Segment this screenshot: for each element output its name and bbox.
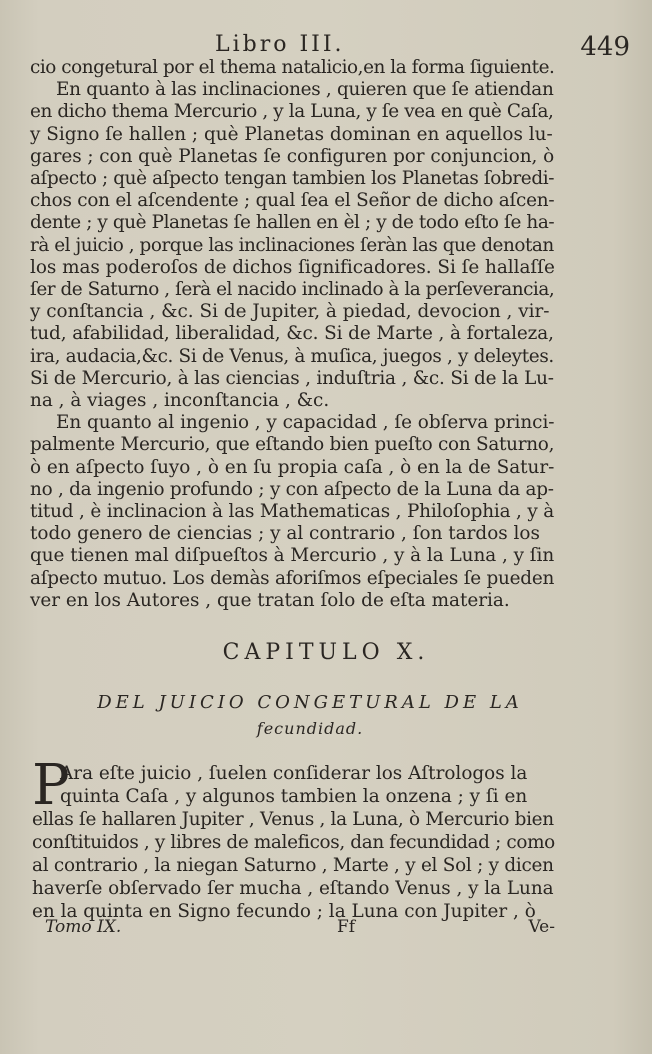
signature-mark: Ff	[337, 917, 356, 937]
drop-cap: P	[32, 753, 70, 818]
chapter-subtitle-line: DEL JUICIO CONGETURAL DE LA	[97, 692, 523, 713]
text-line: en dicho thema Mercurio , y la Luna, y ſe vea en què Caſa,	[30, 101, 554, 123]
text-line: Ara eſte juicio , ſuelen conſiderar los Aſtrologos la	[60, 763, 528, 784]
text-line: ò en aſpecto ſuyo , ò en ſu propia caſa , ò en la de Satur-	[30, 456, 555, 478]
text-line: aſpecto ; què aſpecto tengan tambien los Planetas ſobredi-	[30, 168, 555, 190]
text-line: En quanto al ingenio , y capacidad , ſe obſerva princi-	[56, 412, 555, 434]
chapter-subtitle	[70, 690, 550, 742]
text-line: quinta Caſa , y algunos tambien la onzena ; y ſi en	[60, 786, 528, 807]
text-line: chos con el aſcendente ; qual ſea el Señor de dicho aſcen-	[30, 190, 555, 212]
text-line: haverſe obſervado ſer mucha , eſtando Venus , y la Luna	[32, 878, 554, 899]
page-footer	[45, 917, 555, 943]
volume-label: Tomo IX.	[45, 917, 122, 937]
text-line: conſtituidos , y libres de maleficos, dan fecundidad ; como	[32, 832, 555, 853]
chapter-heading: CAPITULO X.	[222, 640, 430, 665]
catchword: Ve-	[528, 917, 555, 937]
text-line: gares ; con què Planetas ſe configuren por conjuncion, ò	[30, 145, 555, 167]
text-line: rà el juicio , porque las inclinaciones ſeràn las que denotan	[30, 234, 554, 256]
running-title: Libro III.	[215, 32, 345, 57]
chapter-subtitle-line: fecundidad.	[256, 719, 364, 738]
text-line: no , da ingenio profundo ; y con aſpecto de la Luna da ap-	[30, 478, 554, 500]
text-line: que tienen mal diſpueſtos à Mercurio , y à la Luna , y ſin	[30, 545, 555, 567]
text-line: dente ; y què Planetas ſe hallen en èl ; y de todo eſto ſe ha-	[30, 212, 555, 234]
text-line: ver en los Autores , que tratan ſolo de eſta materia.	[30, 589, 510, 611]
text-line: ſer de Saturno , ſerà el nacido inclinado à la perſeverancia,	[30, 279, 555, 301]
text-line: ellas ſe hallaren Jupiter , Venus , la Luna, ò Mercurio bien	[32, 809, 554, 830]
text-line: y Signo ſe hallen ; què Planetas dominan en aquellos lu-	[30, 123, 553, 145]
section-text	[32, 753, 555, 923]
page-header	[30, 28, 630, 62]
text-line: En quanto à las inclinaciones , quieren que ſe atiendan	[56, 79, 554, 101]
body-text	[30, 57, 554, 612]
text-line: cio congetural por el thema natalicio,en la forma ſiguiente.	[30, 57, 555, 78]
text-line: los mas poderoſos de dichos ſignificadores. Si ſe hallaſſe	[30, 256, 555, 278]
text-line: na , à viages , inconſtancia , &c.	[30, 390, 330, 412]
text-line: al contrario , la niegan Saturno , Marte , y el Sol ; y dicen	[32, 855, 554, 876]
text-line: Si de Mercurio, à las ciencias , induſtria , &c. Si de la Lu-	[30, 367, 554, 389]
text-line: aſpecto mutuo. Los demàs aforiſmos eſpeciales ſe pueden	[30, 567, 555, 589]
text-line: ira, audacia,&c. Si de Venus, à muſica, juegos , y deleytes.	[30, 345, 554, 367]
page-number: 449	[580, 32, 630, 62]
text-line: titud , è inclinacion à las Mathematicas , Philoſophia , y à	[30, 501, 554, 523]
text-line: palmente Mercurio, que eſtando bien pueſto con Saturno,	[30, 434, 555, 456]
text-line: todo genero de ciencias ; y al contrario , ſon tardos los	[30, 523, 540, 545]
text-line: y conſtancia , &c. Si de Jupiter, à piedad, devocion , vir-	[30, 301, 550, 323]
text-line: tud, afabilidad, liberalidad, &c. Si de Marte , à fortaleza,	[30, 323, 554, 345]
text-line: en la quinta en Signo fecundo ; la Luna con Jupiter , ò	[32, 901, 536, 922]
